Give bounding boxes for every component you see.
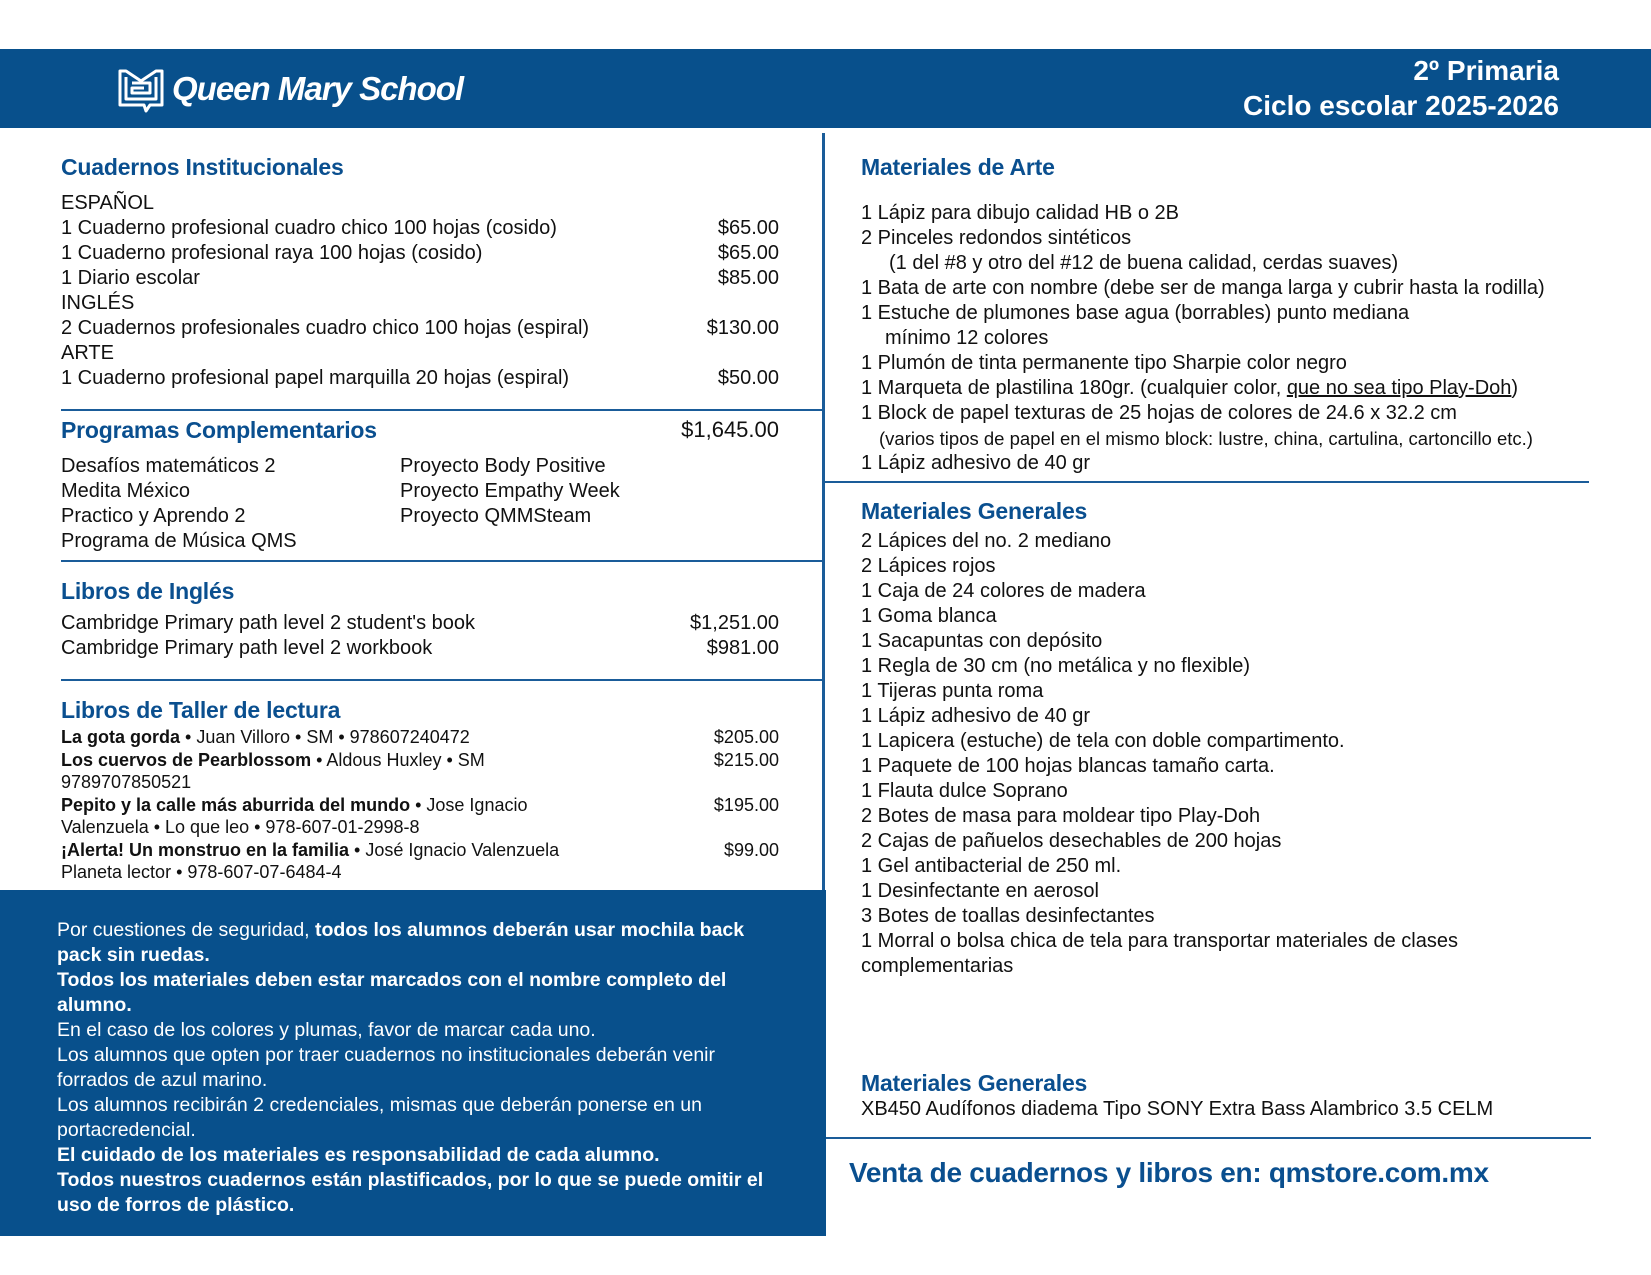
list-item: ARTE — [61, 342, 114, 364]
list-item: 1 Tijeras punta roma — [861, 680, 1044, 702]
item-price: $215.00 — [713, 749, 779, 770]
column-divider — [822, 133, 825, 890]
section-title: Materiales Generales — [861, 498, 1088, 524]
notice-box — [0, 890, 826, 1236]
list-item: 1 Regla de 30 cm (no metálica y no flexible) — [861, 655, 1251, 677]
section-materiales-generales-2 — [861, 1070, 1621, 1122]
item-price: $195.00 — [713, 794, 779, 815]
item-price: $205.00 — [713, 727, 779, 747]
section-divider — [61, 560, 824, 562]
list-item: 1 Cuaderno profesional raya 100 hojas (cosido) $65.00 — [61, 242, 779, 264]
open-book-logo-icon — [116, 65, 166, 113]
book-item: ¡Alerta! Un monstruo en la familia • José Ignacio Valenzuela $99.00 Planeta lector • 978-607-07-6484-4 — [61, 839, 779, 882]
list-item-note: (varios tipos de papel en el mismo block: lustre, china, cartulina, cartoncillo etc.) — [879, 428, 1533, 449]
school-name: Queen Mary School — [172, 70, 464, 107]
section-divider — [61, 409, 824, 411]
list-item: 1 Caja de 24 colores de madera — [861, 580, 1146, 602]
section-libros-lectura — [61, 697, 779, 884]
list-item: Medita México — [61, 480, 190, 502]
item-price: $85.00 — [717, 267, 779, 289]
section-divider — [825, 481, 1589, 483]
school-logo — [116, 65, 463, 113]
book-title: ¡Alerta! Un monstruo en la familia — [61, 839, 350, 860]
list-item: 2 Lápices rojos — [861, 555, 996, 577]
list-item: 1 Marqueta de plastilina 180gr. (cualquier color, que no sea tipo Play-Doh) — [861, 377, 1519, 399]
notice-paragraph: Por cuestiones de seguridad, todos los alumnos deberán usar mochila back pack sin ruedas. — [57, 919, 745, 966]
notice-paragraph: Todos los materiales deben estar marcados con el nombre completo del alumno. — [57, 969, 727, 1016]
section-materiales-arte — [861, 154, 1621, 476]
list-item: Cambridge Primary path level 2 student's book $1,251.00 — [61, 612, 779, 634]
section-title: Materiales de Arte — [861, 154, 1055, 180]
book-title: Pepito y la calle más aburrida del mundo — [61, 794, 411, 815]
notice-paragraph: Los alumnos recibirán 2 credenciales, mismas que deberán ponerse en un portacredencial. — [57, 1094, 702, 1141]
list-item: XB450 Audífonos diadema Tipo SONY Extra Bass Alambrico 3.5 CELM — [861, 1098, 1494, 1120]
list-item: Proyecto Body Positive — [400, 455, 606, 477]
list-item: 1 Plumón de tinta permanente tipo Sharpie color negro — [861, 352, 1347, 374]
notice-paragraph: Los alumnos que opten por traer cuadernos no institucionales deberán venir forrados de azul marino. — [57, 1044, 716, 1091]
list-item: 2 Cuadernos profesionales cuadro chico 100 hojas (espiral) $130.00 — [61, 317, 779, 339]
item-price: $65.00 — [717, 242, 779, 264]
list-item-note: (1 del #8 y otro del #12 de buena calidad, cerdas suaves) — [889, 252, 1399, 274]
cycle-label: Ciclo escolar 2025-2026 — [1243, 90, 1559, 121]
section-title: Libros de Taller de lectura — [61, 697, 341, 723]
list-item: 1 Lapicera (estuche) de tela con doble compartimento. — [861, 730, 1345, 752]
item-price: $99.00 — [723, 839, 779, 860]
header-banner — [0, 49, 1651, 128]
section-materiales-generales — [861, 498, 1621, 979]
list-item: 1 Bata de arte con nombre (debe ser de manga larga y cubrir hasta la rodilla) — [861, 277, 1545, 299]
list-item: 1 Estuche de plumones base agua (borrables) punto mediana — [861, 302, 1410, 324]
grade-label: 2º Primaria — [1413, 55, 1559, 86]
item-price: $981.00 — [706, 637, 779, 659]
section-programas-complementarios — [61, 417, 779, 554]
book-item: Pepito y la calle más aburrida del mundo • Jose Ignacio $195.00 Valenzuela • Lo que leo • 978-607-01-2998-8 — [61, 794, 779, 837]
book-item: La gota gorda • Juan Villoro • SM • 978607240472 $205.00 — [61, 727, 779, 747]
section-title: Materiales Generales — [861, 1070, 1088, 1096]
list-item: 1 Morral o bolsa chica de tela para transportar materiales de clases complementarias — [861, 930, 1458, 977]
list-item: ESPAÑOL — [61, 192, 154, 214]
list-item: Programa de Música QMS — [61, 530, 297, 552]
list-item: 1 Sacapuntas con depósito — [861, 630, 1103, 652]
list-item: 2 Cajas de pañuelos desechables de 200 hojas — [861, 830, 1282, 852]
list-item: 2 Pinceles redondos sintéticos — [861, 227, 1132, 249]
notice-paragraph: El cuidado de los materiales es responsabilidad de cada alumno. — [57, 1144, 660, 1166]
list-item: Proyecto QMMSteam — [400, 505, 592, 527]
list-item: 1 Lápiz para dibujo calidad HB o 2B — [861, 202, 1179, 224]
notice-paragraph: En el caso de los colores y plumas, favor de marcar cada uno. — [57, 1019, 596, 1041]
list-item: Cambridge Primary path level 2 workbook $981.00 — [61, 637, 779, 659]
list-item: 1 Goma blanca — [861, 605, 997, 627]
grade-info — [1243, 53, 1559, 123]
list-item: 2 Botes de masa para moldear tipo Play-Doh — [861, 805, 1261, 827]
notice-paragraph: Todos nuestros cuadernos están plastificados, por lo que se puede omitir el uso de forros de plástico. — [57, 1169, 764, 1216]
section-title: Libros de Inglés — [61, 578, 235, 604]
section-libros-ingles — [61, 578, 779, 661]
list-item-note: mínimo 12 colores — [885, 327, 1049, 349]
list-item: 1 Gel antibacterial de 250 ml. — [861, 855, 1122, 877]
list-item: 1 Cuaderno profesional cuadro chico 100 hojas (cosido) $65.00 — [61, 217, 779, 239]
list-item: 1 Desinfectante en aerosol — [861, 880, 1099, 902]
list-item: 1 Block de papel texturas de 25 hojas de colores de 24.6 x 32.2 cm — [861, 402, 1457, 424]
section-cuadernos-institucionales — [61, 154, 779, 391]
section-price: $1,645.00 — [681, 417, 779, 442]
store-link[interactable]: Venta de cuadernos y libros en: qmstore.com.mx — [849, 1157, 1489, 1188]
list-item: 1 Cuaderno profesional papel marquilla 20 hojas (espiral) $50.00 — [61, 367, 779, 389]
item-price: $130.00 — [706, 317, 779, 339]
list-item: 1 Lápiz adhesivo de 40 gr — [861, 452, 1091, 474]
list-item: INGLÉS — [61, 292, 135, 314]
section-divider — [61, 679, 824, 681]
section-title: Programas Complementarios — [61, 417, 377, 443]
book-title: Los cuervos de Pearblossom — [61, 749, 312, 770]
book-item: Los cuervos de Pearblossom • Aldous Huxley • SM $215.00 9789707850521 — [61, 749, 779, 792]
section-title: Cuadernos Institucionales — [61, 154, 344, 180]
section-divider — [826, 1137, 1591, 1139]
list-item: Desafíos matemáticos 2 — [61, 455, 276, 477]
item-price: $50.00 — [717, 367, 779, 389]
item-price: $1,251.00 — [690, 612, 779, 634]
list-item: Proyecto Empathy Week — [400, 480, 620, 502]
list-item: 1 Diario escolar $85.00 — [61, 267, 779, 289]
list-item: 2 Lápices del no. 2 mediano — [861, 530, 1112, 552]
list-item: 1 Lápiz adhesivo de 40 gr — [861, 705, 1091, 727]
list-item: 1 Flauta dulce Soprano — [861, 780, 1068, 802]
book-title: La gota gorda — [61, 727, 181, 747]
list-item: Practico y Aprendo 2 — [61, 505, 246, 527]
item-price: $65.00 — [717, 217, 779, 239]
list-item: 3 Botes de toallas desinfectantes — [861, 905, 1155, 927]
list-item: 1 Paquete de 100 hojas blancas tamaño carta. — [861, 755, 1275, 777]
